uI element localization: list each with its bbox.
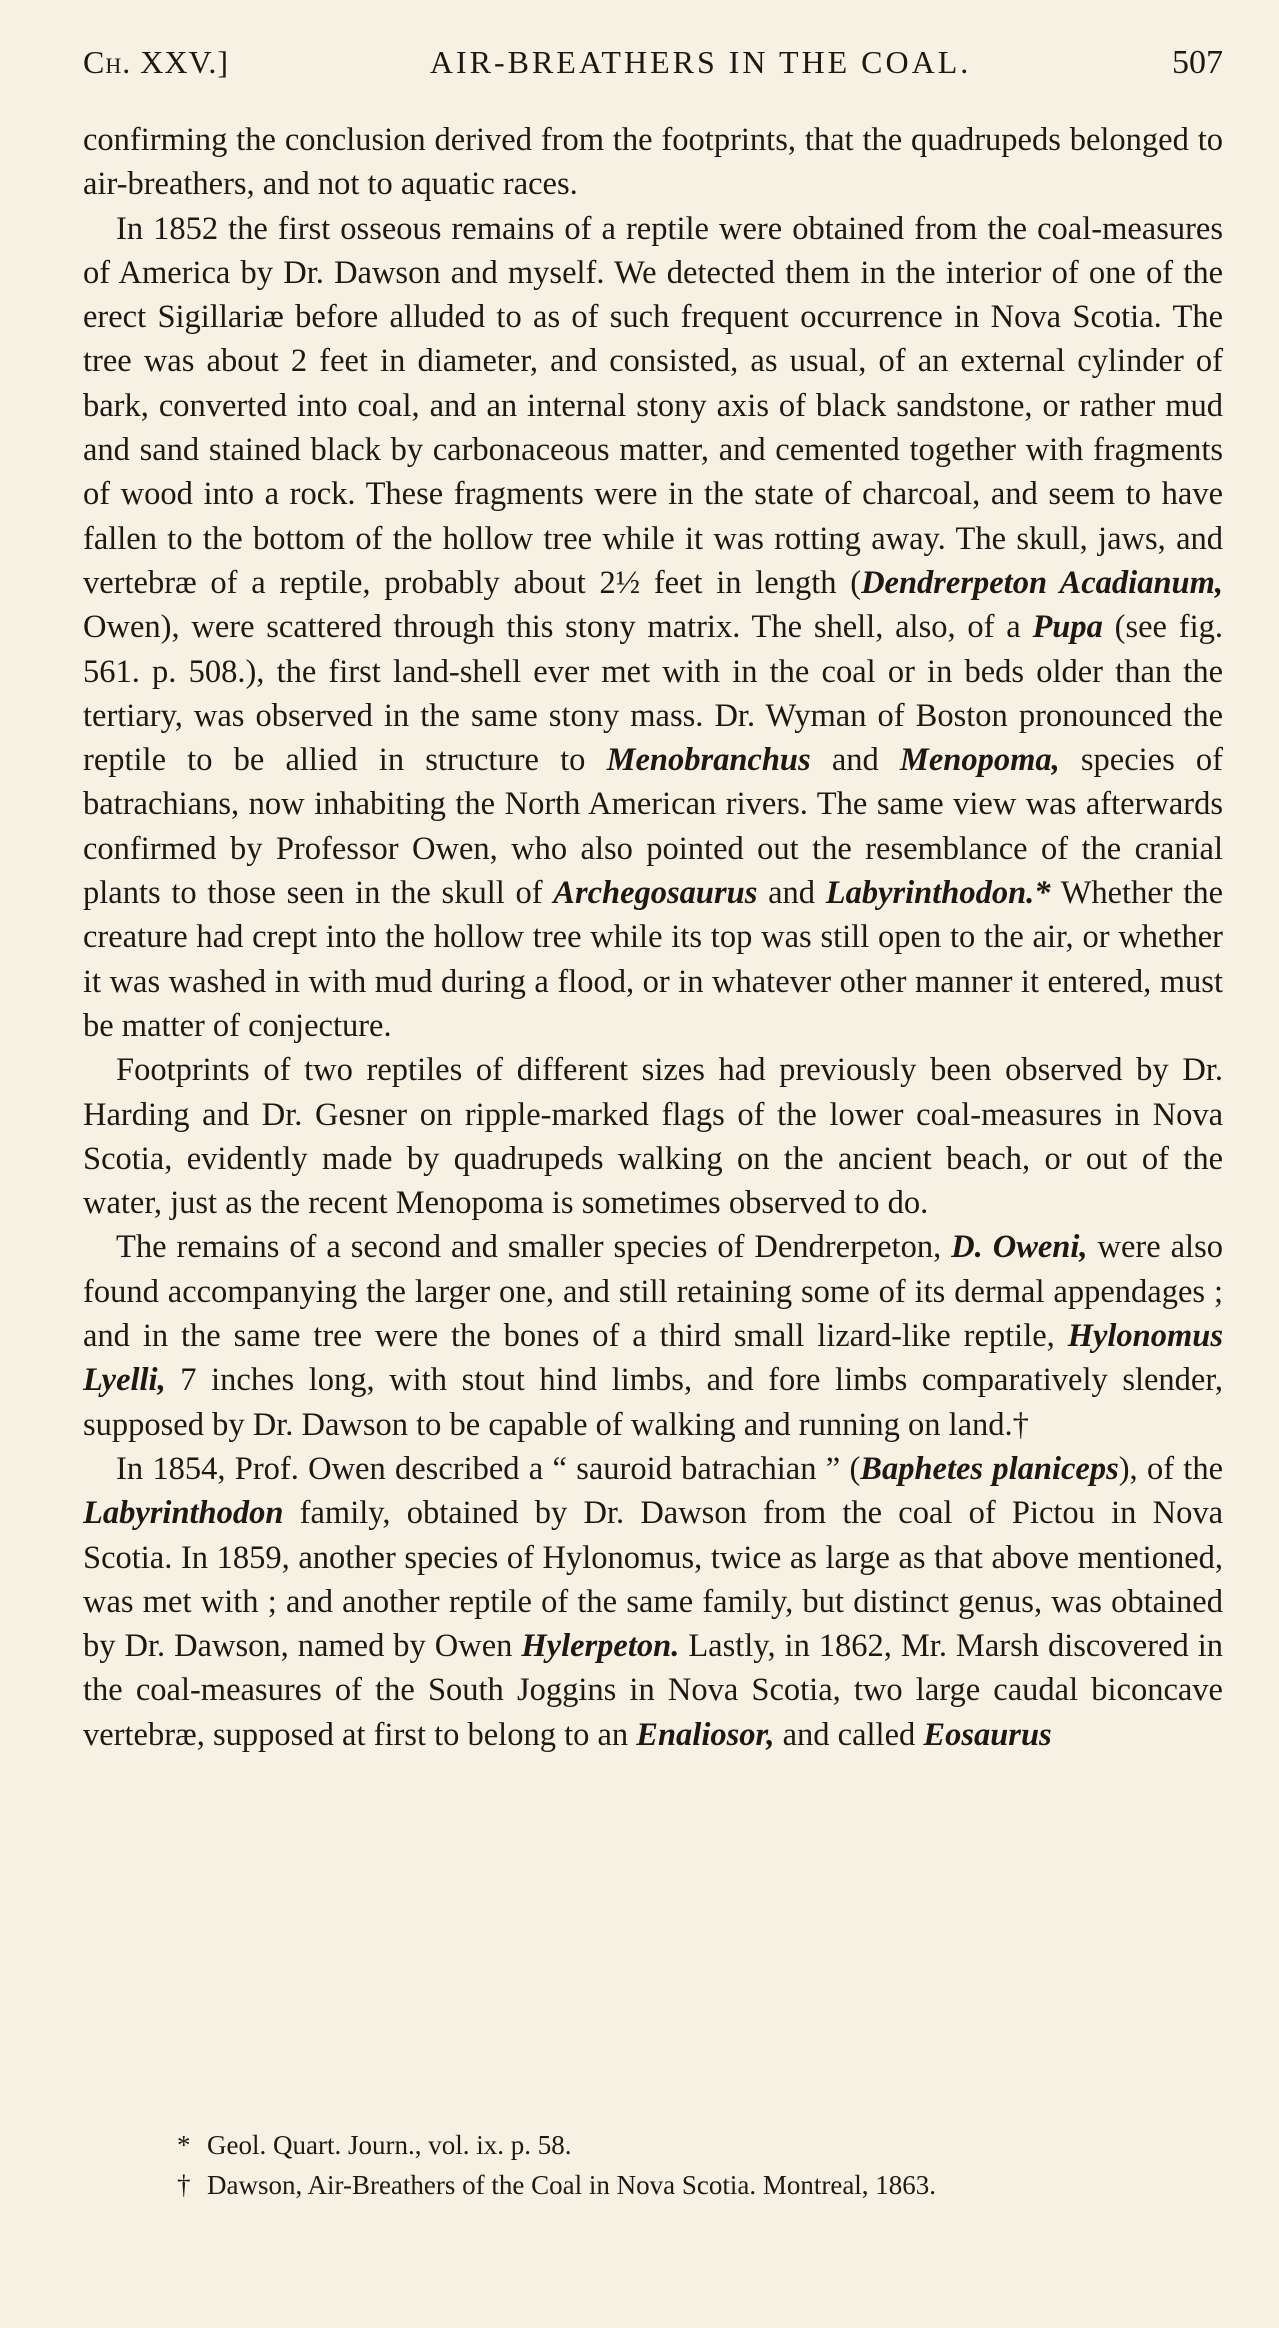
text-run: Whether the creature had crept into the hollow tree while its top was still open to the air, or whether it was washed in with mud during a flood, or in whatever other manner it entered, must be matter of conjecture. [83,875,1223,1044]
text-run: In 1852 the first osseous remains of a reptile were obtained from the coal-measures of America by Dr. Dawson and myself. We detected them in the interior of one of the erect Sigillariæ before alluded to as of such frequent occurrence in Nova Scotia. The tree was about 2 feet in diameter, and consisted, as usual, of an external cylinder of bark, converted into coal, and an internal stony axis of black sandstone, or rather mud and sand stained black by carbonaceous matter, and cemented together with fragments of wood into a rock. These fragments were in the state of charcoal, and seem to have fallen to the bottom of the hollow tree while it was rotting away. The skull, jaws, and vertebræ of a reptile, probably about 2½ feet in length ( [83,210,1223,601]
italic-term: Labyrinthodon.* [825,875,1051,912]
footnote [177,2165,936,2205]
footnotes [177,2125,936,2205]
footnote-text: Dawson, Air-Breathers of the Coal in Nova Scotia. Montreal, 1863. [207,2170,937,2200]
footnote-text: Geol. Quart. Journ., vol. ix. p. 58. [207,2130,572,2160]
body-text [83,118,1223,1757]
italic-term: Menobranchus [606,742,811,779]
italic-term: Enaliosor, [636,1716,775,1753]
italic-term: Menopoma, [899,742,1060,779]
paragraph [83,1048,1223,1225]
text-run: Lastly, in 1862, Mr. Marsh discovered in the coal-measures of the South Joggins in Nova Scotia, two large caudal biconcave vertebræ, supposed at first to belong to an [83,1628,1223,1753]
text-run: were also found accompanying the larger one, and still retaining some of its dermal appendages ; and in the same tree were the bones of a third small lizard-like reptile, [83,1229,1223,1355]
chapter-label: Ch. XXV.] [83,44,230,80]
italic-term: Dendrerpeton Acadianum, [861,564,1223,601]
paragraph [83,1447,1223,1757]
footnote-mark: † [177,2170,191,2200]
running-head [83,44,1223,104]
text-run: and [757,875,826,912]
italic-term: Hylonomus Lyelli, [83,1318,1223,1399]
text-run: confirming the conclusion derived from the footprints, that the quadrupeds belonged to air-breathers, and not to aquatic races. [83,122,1223,203]
text-run: Owen), were scattered through this stony matrix. The shell, also, of a [83,609,1033,646]
italic-term: Baphetes planiceps [860,1450,1119,1487]
text-run: The remains of a second and smaller species of Dendrerpeton, [116,1229,952,1266]
footnote-mark: * [177,2130,191,2160]
running-title: AIR-BREATHERS IN THE COAL. [429,44,972,80]
paragraph [83,118,1223,207]
paragraph [83,1225,1223,1446]
italic-term: Pupa [1032,609,1103,646]
text-run: species of batrachians, now inhabiting the North American rivers. The same view was afterwards confirmed by Professor Owen, who also pointed out the resemblance of the cranial plants to those seen in the skull of [83,742,1223,912]
italic-term: Labyrinthodon [83,1495,284,1532]
paragraph [83,207,1223,1049]
italic-term: Archegosaurus [553,875,758,912]
footnote [177,2125,936,2165]
italic-term: Hylerpeton. [521,1628,680,1665]
text-run: family, obtained by Dr. Dawson from the coal of Pictou in Nova Scotia. In 1859, another species of Hylonomus, twice as large as that above mentioned, was met with ; and another reptile of the same family, but distinct genus, was obtained by Dr. Dawson, named by Owen [83,1495,1223,1665]
text-run: 7 inches long, with stout hind limbs, and fore limbs comparatively slender, supposed by Dr. Dawson to be capable of walking and running on land.† [83,1362,1223,1443]
italic-term: Eosaurus [923,1716,1052,1753]
text-run: In 1854, Prof. Owen described a “ sauroid batrachian ” ( [116,1450,861,1487]
book-page [83,44,1223,1757]
text-run: ), of the [1118,1450,1223,1487]
text-run: and [810,742,900,779]
text-run: and called [774,1716,924,1753]
page-number: 507 [1172,44,1223,81]
text-run: Footprints of two reptiles of different sizes had previously been observed by Dr. Harding and Dr. Gesner on ripple-marked flags of the lower coal-measures in Nova Scotia, evidently made by quadrupeds walking on the ancient beach, or out of the water, just as the recent Menopoma is sometimes observed to do. [83,1052,1223,1222]
text-run: (see fig. 561. p. 508.), the first land-shell ever met with in the coal or in beds older than the tertiary, was observed in the same stony mass. Dr. Wyman of Boston pronounced the reptile to be allied in structure to [83,609,1223,779]
italic-term: D. Oweni, [951,1229,1088,1266]
